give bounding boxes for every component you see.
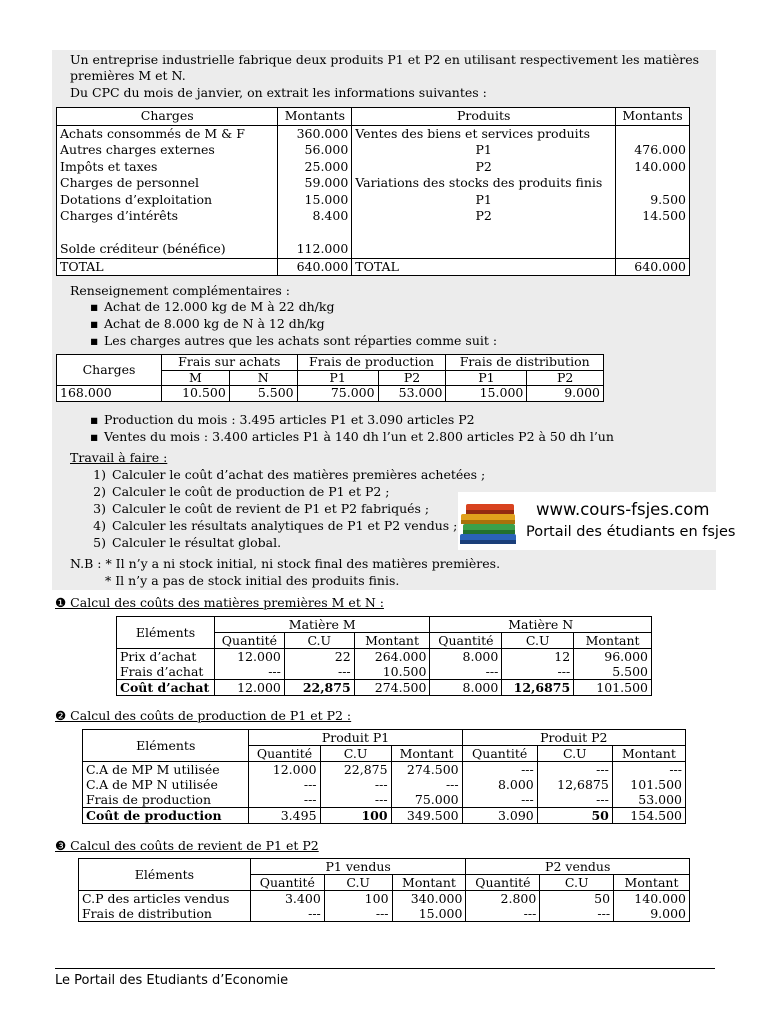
repartition-value: 53.000 bbox=[378, 386, 446, 402]
elements-label: Eléments bbox=[79, 859, 251, 891]
renseignement-text: Achat de 12.000 kg de M à 22 dh/kg bbox=[104, 299, 335, 314]
cpc-cell: 8.400 bbox=[278, 208, 352, 225]
intro-line-2: premières M et N. bbox=[70, 68, 186, 83]
cell: 12,6875 bbox=[502, 680, 574, 696]
cell: 75.000 bbox=[391, 792, 462, 808]
cell: --- bbox=[462, 792, 537, 808]
subheader: C.U bbox=[324, 875, 392, 891]
renseignement-text: Achat de 8.000 kg de N à 12 dh/kg bbox=[104, 316, 325, 331]
cell: --- bbox=[250, 906, 324, 922]
cell: --- bbox=[249, 777, 320, 792]
cell: 8.000 bbox=[430, 649, 502, 665]
repartition-group: Frais de production bbox=[297, 355, 446, 371]
cell: 264.000 bbox=[354, 649, 430, 665]
bullet-icon: ▪ bbox=[90, 333, 99, 348]
row-label: C.A de MP N utilisée bbox=[83, 777, 249, 792]
cell: 50 bbox=[540, 891, 614, 907]
travail-item bbox=[84, 501, 429, 517]
table-row bbox=[117, 649, 652, 665]
table-row bbox=[79, 906, 690, 922]
logo-tagline: Portail des étudiants en fsjes bbox=[526, 524, 736, 540]
cpc-cell: 476.000 bbox=[616, 142, 690, 159]
row-label: Frais de production bbox=[83, 792, 249, 808]
row-label: Coût d’achat bbox=[117, 680, 215, 696]
repartition-total: 168.000 bbox=[57, 386, 162, 402]
repartition-table bbox=[56, 354, 604, 402]
subheader: C.U bbox=[537, 746, 612, 762]
page-footer: Le Portail des Etudiants d’Economie bbox=[55, 968, 715, 988]
cpc-total-value: 640.000 bbox=[278, 258, 352, 276]
renseignement-item bbox=[90, 299, 334, 315]
cpc-cell bbox=[352, 241, 616, 258]
cpc-cell bbox=[616, 175, 690, 192]
travail-text: Calculer le coût d’achat des matières premières achetées ; bbox=[112, 467, 486, 482]
bullet-icon: ▪ bbox=[90, 429, 99, 444]
table-row bbox=[57, 241, 690, 258]
subheader: Quantité bbox=[466, 875, 540, 891]
cell: 12.000 bbox=[214, 649, 284, 665]
nb-line-1: N.B : * Il n’y a ni stock initial, ni stock final des matières premières. bbox=[70, 556, 501, 571]
renseignement-item bbox=[90, 333, 497, 349]
section1-table bbox=[116, 616, 652, 696]
repartition-value: 10.500 bbox=[162, 386, 230, 402]
table-row bbox=[57, 386, 604, 402]
section2-title: ❷ Calcul des coûts de production de P1 et P2 : bbox=[55, 708, 352, 723]
cell: --- bbox=[391, 777, 462, 792]
cpc-cell: 140.000 bbox=[616, 159, 690, 176]
cpc-cell: 112.000 bbox=[278, 241, 352, 258]
bullet-icon: ▪ bbox=[90, 299, 99, 314]
repartition-charges-label: Charges bbox=[57, 355, 162, 386]
table-row bbox=[57, 175, 690, 192]
cpc-cell: Solde créditeur (bénéfice) bbox=[57, 241, 278, 258]
cpc-cell: Variations des stocks des produits finis bbox=[352, 175, 616, 192]
cell: 12 bbox=[502, 649, 574, 665]
travail-title: Travail à faire : bbox=[70, 450, 168, 465]
cell: --- bbox=[466, 906, 540, 922]
cell: 100 bbox=[324, 891, 392, 907]
subheader: Montant bbox=[574, 633, 652, 649]
cell: --- bbox=[502, 664, 574, 680]
subheader: C.U bbox=[502, 633, 574, 649]
renseignement-item bbox=[90, 316, 325, 332]
cell: 12,6875 bbox=[537, 777, 612, 792]
cpc-cell: 15.000 bbox=[278, 192, 352, 209]
logo-url: www.cours-fsjes.com bbox=[536, 500, 710, 519]
subheader: Quantité bbox=[250, 875, 324, 891]
section3-table bbox=[78, 858, 690, 922]
production-text: Production du mois : 3.495 articles P1 et 3.090 articles P2 bbox=[104, 412, 475, 427]
section2-table bbox=[82, 729, 686, 824]
cell: 3.090 bbox=[462, 808, 537, 824]
cpc-cell: 56.000 bbox=[278, 142, 352, 159]
cell: 12.000 bbox=[249, 762, 320, 778]
cpc-header: Montants bbox=[278, 108, 352, 126]
subheader: C.U bbox=[540, 875, 614, 891]
row-label: C.A de MP M utilisée bbox=[83, 762, 249, 778]
intro-line-1: Un entreprise industrielle fabrique deux produits P1 et P2 en utilisant respectivement les matières bbox=[70, 52, 700, 67]
cell: --- bbox=[612, 762, 685, 778]
table-row bbox=[57, 159, 690, 176]
cell: 96.000 bbox=[574, 649, 652, 665]
intro-line-3: Du CPC du mois de janvier, on extrait les informations suivantes : bbox=[70, 85, 487, 100]
cpc-cell: P2 bbox=[352, 208, 616, 225]
cpc-header: Montants bbox=[616, 108, 690, 126]
cell: 274.500 bbox=[354, 680, 430, 696]
cell: 140.000 bbox=[614, 891, 690, 907]
cpc-cell: Ventes des biens et services produits bbox=[352, 125, 616, 142]
subheader: Quantité bbox=[249, 746, 320, 762]
row-label: Coût de production bbox=[83, 808, 249, 824]
cell: 349.500 bbox=[391, 808, 462, 824]
repartition-value: 9.000 bbox=[527, 386, 604, 402]
travail-text: Calculer le résultat global. bbox=[112, 535, 282, 550]
cell: 9.000 bbox=[614, 906, 690, 922]
elements-label: Eléments bbox=[83, 730, 249, 762]
nb-line-2: * Il n’y a pas de stock initial des produits finis. bbox=[105, 573, 400, 588]
cell: 3.495 bbox=[249, 808, 320, 824]
cpc-cell: P1 bbox=[352, 192, 616, 209]
travail-text: Calculer le coût de production de P1 et P2 ; bbox=[112, 484, 390, 499]
travail-number: 2) bbox=[93, 484, 106, 499]
repartition-subheader: P2 bbox=[378, 370, 446, 386]
subheader: C.U bbox=[320, 746, 391, 762]
renseignements-title: Renseignement complémentaires : bbox=[70, 283, 290, 298]
table-row bbox=[79, 891, 690, 907]
subheader: C.U bbox=[284, 633, 354, 649]
table-row bbox=[57, 225, 690, 242]
section3-title: ❸ Calcul des coûts de revient de P1 et P2 bbox=[55, 838, 319, 853]
group-header: Produit P1 bbox=[249, 730, 462, 746]
cell: 10.500 bbox=[354, 664, 430, 680]
table-row bbox=[57, 125, 690, 142]
production-item bbox=[90, 412, 475, 428]
group-header: P1 vendus bbox=[250, 859, 466, 875]
group-header: P2 vendus bbox=[466, 859, 690, 875]
cell: 22 bbox=[284, 649, 354, 665]
travail-number: 4) bbox=[93, 518, 106, 533]
cpc-cell: Charges d’intérêts bbox=[57, 208, 278, 225]
bullet-icon: ▪ bbox=[90, 316, 99, 331]
cell: --- bbox=[320, 792, 391, 808]
row-label: Prix d’achat bbox=[117, 649, 215, 665]
repartition-value: 5.500 bbox=[229, 386, 297, 402]
books-icon bbox=[458, 496, 520, 548]
cell: --- bbox=[430, 664, 502, 680]
repartition-value: 15.000 bbox=[446, 386, 527, 402]
production-item bbox=[90, 429, 614, 445]
row-label: Frais d’achat bbox=[117, 664, 215, 680]
cpc-cell: 360.000 bbox=[278, 125, 352, 142]
cell: 101.500 bbox=[574, 680, 652, 696]
cpc-total-label: TOTAL bbox=[57, 258, 278, 276]
subheader: Montant bbox=[392, 875, 466, 891]
travail-text: Calculer le coût de revient de P1 et P2 fabriqués ; bbox=[112, 501, 430, 516]
cell: --- bbox=[320, 777, 391, 792]
cpc-header: Charges bbox=[57, 108, 278, 126]
repartition-value: 75.000 bbox=[297, 386, 378, 402]
cpc-cell: Autres charges externes bbox=[57, 142, 278, 159]
cpc-total-label: TOTAL bbox=[352, 258, 616, 276]
subheader: Montant bbox=[612, 746, 685, 762]
cell: 100 bbox=[320, 808, 391, 824]
total-row bbox=[83, 808, 686, 824]
cpc-total-value: 640.000 bbox=[616, 258, 690, 276]
cpc-cell bbox=[616, 241, 690, 258]
subheader: Montant bbox=[354, 633, 430, 649]
cell: 3.400 bbox=[250, 891, 324, 907]
cell: --- bbox=[284, 664, 354, 680]
travail-number: 5) bbox=[93, 535, 106, 550]
cpc-cell: 9.500 bbox=[616, 192, 690, 209]
group-header: Matière N bbox=[430, 617, 652, 633]
cpc-cell bbox=[616, 125, 690, 142]
cell: 340.000 bbox=[392, 891, 466, 907]
cell: 12.000 bbox=[214, 680, 284, 696]
table-row bbox=[57, 192, 690, 209]
subheader: Quantité bbox=[214, 633, 284, 649]
cell: --- bbox=[249, 792, 320, 808]
cpc-cell: P2 bbox=[352, 159, 616, 176]
table-row bbox=[83, 777, 686, 792]
table-row bbox=[117, 664, 652, 680]
travail-number: 3) bbox=[93, 501, 106, 516]
travail-item bbox=[84, 467, 485, 483]
repartition-subheader: P1 bbox=[297, 370, 378, 386]
cpc-cell: Dotations d’exploitation bbox=[57, 192, 278, 209]
travail-text: Calculer les résultats analytiques de P1 et P2 vendus ; bbox=[112, 518, 458, 533]
cell: --- bbox=[462, 762, 537, 778]
repartition-subheader: P1 bbox=[446, 370, 527, 386]
cell: 53.000 bbox=[612, 792, 685, 808]
cell: 15.000 bbox=[392, 906, 466, 922]
cell: --- bbox=[214, 664, 284, 680]
cell: 8.000 bbox=[430, 680, 502, 696]
cell: 5.500 bbox=[574, 664, 652, 680]
cpc-cell: P1 bbox=[352, 142, 616, 159]
cpc-cell: Charges de personnel bbox=[57, 175, 278, 192]
table-row bbox=[83, 792, 686, 808]
table-row bbox=[57, 142, 690, 159]
travail-item bbox=[84, 518, 457, 534]
elements-label: Eléments bbox=[117, 617, 215, 649]
cpc-total-row bbox=[57, 258, 690, 276]
travail-number: 1) bbox=[93, 467, 106, 482]
total-row bbox=[117, 680, 652, 696]
cell: --- bbox=[324, 906, 392, 922]
cell: --- bbox=[537, 762, 612, 778]
cell: 2.800 bbox=[466, 891, 540, 907]
subheader: Quantité bbox=[430, 633, 502, 649]
subheader: Montant bbox=[614, 875, 690, 891]
cell: --- bbox=[537, 792, 612, 808]
site-logo bbox=[458, 492, 736, 550]
repartition-subheader: P2 bbox=[527, 370, 604, 386]
cell: 22,875 bbox=[320, 762, 391, 778]
cell: 274.500 bbox=[391, 762, 462, 778]
row-label: C.P des articles vendus bbox=[79, 891, 251, 907]
cell: --- bbox=[540, 906, 614, 922]
table-row bbox=[83, 762, 686, 778]
group-header: Produit P2 bbox=[462, 730, 685, 746]
cell: 101.500 bbox=[612, 777, 685, 792]
cpc-cell: 59.000 bbox=[278, 175, 352, 192]
cell: 8.000 bbox=[462, 777, 537, 792]
cpc-header: Produits bbox=[352, 108, 616, 126]
repartition-subheader: N bbox=[229, 370, 297, 386]
repartition-group: Frais de distribution bbox=[446, 355, 604, 371]
table-row bbox=[57, 208, 690, 225]
repartition-group: Frais sur achats bbox=[162, 355, 298, 371]
travail-item bbox=[84, 535, 281, 551]
production-text: Ventes du mois : 3.400 articles P1 à 140 dh l’un et 2.800 articles P2 à 50 dh l’un bbox=[104, 429, 614, 444]
cpc-cell: Achats consommés de M & F bbox=[57, 125, 278, 142]
cell: 22,875 bbox=[284, 680, 354, 696]
cell: 50 bbox=[537, 808, 612, 824]
cell: 154.500 bbox=[612, 808, 685, 824]
row-label: Frais de distribution bbox=[79, 906, 251, 922]
group-header: Matière M bbox=[214, 617, 429, 633]
cpc-table bbox=[56, 107, 690, 276]
cpc-cell: 25.000 bbox=[278, 159, 352, 176]
section1-title: ❶ Calcul des coûts des matières premières M et N : bbox=[55, 595, 384, 610]
repartition-subheader: M bbox=[162, 370, 230, 386]
bullet-icon: ▪ bbox=[90, 412, 99, 427]
travail-item bbox=[84, 484, 390, 500]
cpc-cell: 14.500 bbox=[616, 208, 690, 225]
subheader: Quantité bbox=[462, 746, 537, 762]
subheader: Montant bbox=[391, 746, 462, 762]
renseignement-text: Les charges autres que les achats sont réparties comme suit : bbox=[104, 333, 498, 348]
cpc-cell: Impôts et taxes bbox=[57, 159, 278, 176]
